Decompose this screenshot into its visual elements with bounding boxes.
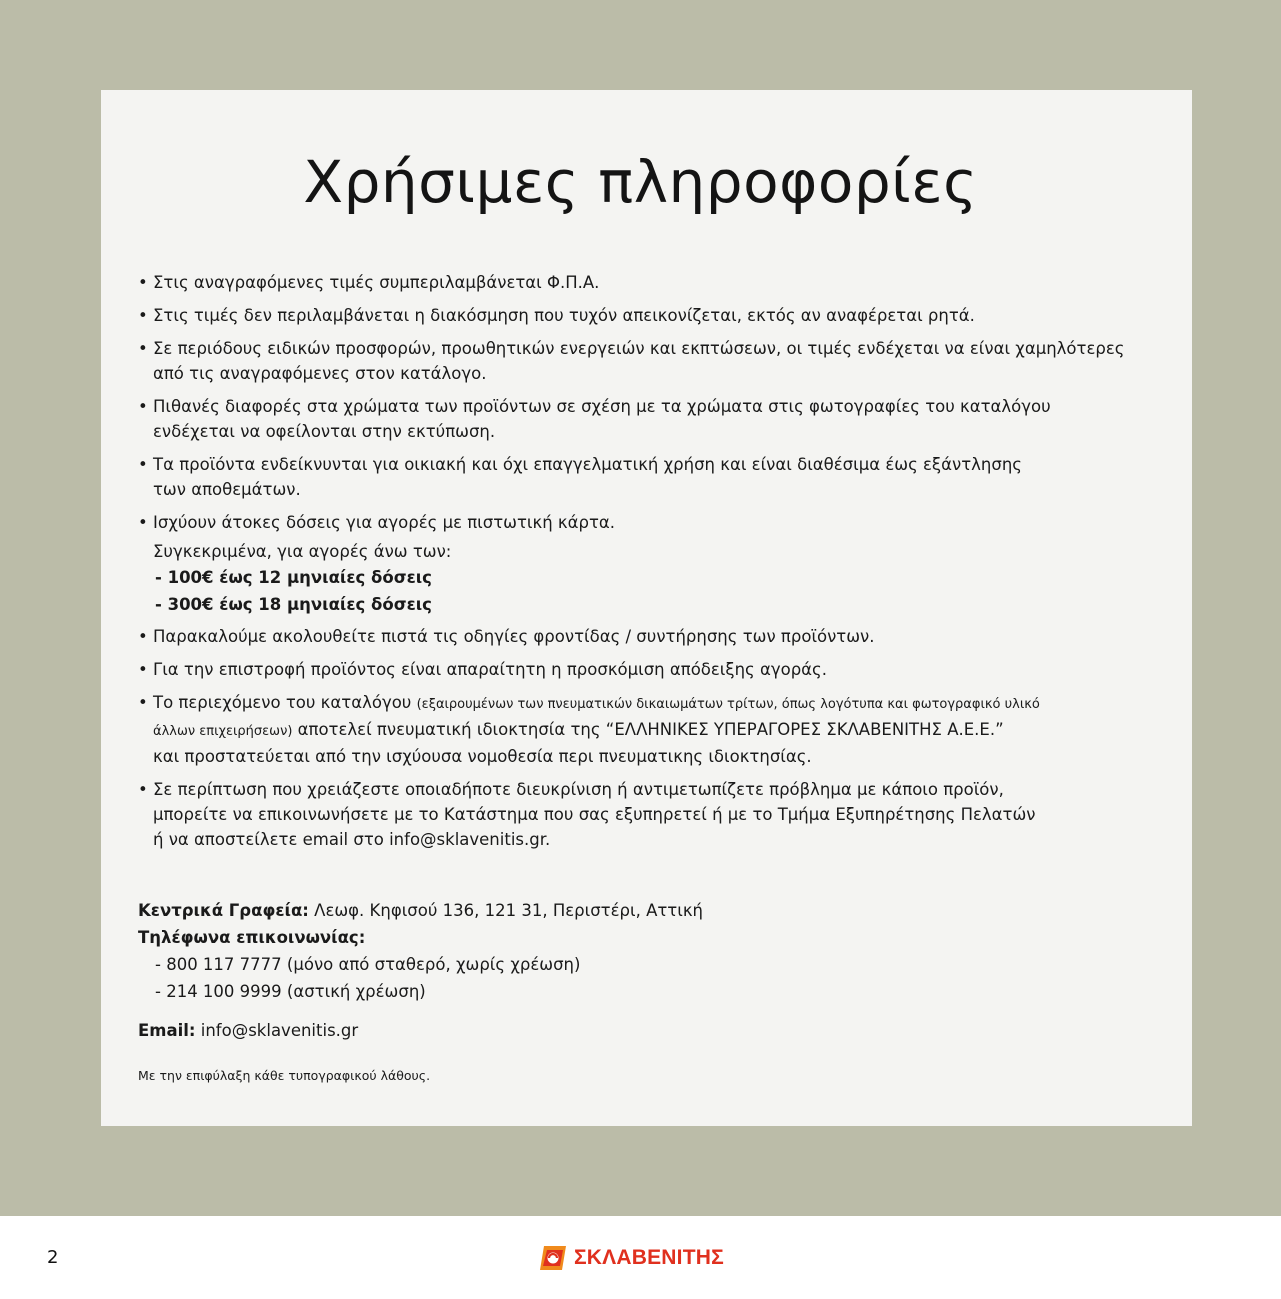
list-item-ip: • Το περιεχόμενο του καταλόγου (εξαιρουμένων των πνευματικών δικαιωμάτων τρίτων, όπως λογότυπα και φωτογραφικό υλικό άλλων επιχειρήσεων) αποτελεί πνευματική ιδιοκτησία της “ΕΛΛΗΝΙΚΕΣ ΥΠΕΡΑΓΟΡΕΣ ΣΚΛΑΒΕΝΙΤΗΣ Α.Ε.Ε.” και προστατεύεται από την ισχύουσα νομοθεσία περι πνευματικης ιδιοκτησίας. [138,690,1138,769]
brand-logo [538,1243,724,1273]
info-list [138,270,1138,860]
sklavenitis-logo-icon [538,1244,568,1272]
list-item: • Σε περιόδους ειδικών προσφορών, προωθητικών ενεργειών και εκπτώσεων, οι τιμές ενδέχεται να είναι χαμηλότερες από τις αναγραφόμενες στον κατάλογο. [138,336,1138,386]
list-item: • Στις τιμές δεν περιλαμβάνεται η διακόσμηση που τυχόν απεικονίζεται, εκτός αν αναφέρεται ρητά. [138,303,1138,328]
phones-label: Τηλέφωνα επικοινωνίας: [138,928,366,947]
phone-item: - 800 117 7777 (μόνο από σταθερό, χωρίς χρέωση) [155,955,581,974]
list-item-contact: • Σε περίπτωση που χρειάζεστε οποιαδήποτε διευκρίνιση ή αντιμετωπίζετε πρόβλημα με κάποιο προϊόν, μπορείτε να επικοινωνήσετε με το Κατάστημα που σας εξυπηρετεί ή με το Τμήμα Εξυπηρέτησης Πελατών ή να αποστείλετε email στο info@sklavenitis.gr. [138,777,1138,852]
contact-info [138,897,1038,1089]
brand-name: ΣΚΛΑΒΕΝΙΤΗΣ [574,1246,724,1269]
page-title: Χρήσιμες πληροφορίες [303,148,978,216]
email-link[interactable]: info@sklavenitis.gr [195,1021,359,1040]
email-row: Email: info@sklavenitis.gr [138,1021,359,1040]
list-item: • Τα προϊόντα ενδείκνυνται για οικιακή και όχι επαγγελματική χρήση και είναι διαθέσιμα έως εξάντλησης των αποθεμάτων. [138,452,1138,502]
page-number: 2 [47,1247,59,1268]
list-item: • Παρακαλούμε ακολουθείτε πιστά τις οδηγίες φροντίδας / συντήρησης των προϊόντων. [138,624,1138,649]
phone-item: - 214 100 9999 (αστική χρέωση) [155,982,426,1001]
installment-item: - 100€ έως 12 μηνιαίες δόσεις [155,568,432,587]
list-item: • Πιθανές διαφορές στα χρώματα των προϊόντων σε σχέση με τα χρώματα στις φωτογραφίες του καταλόγου ενδέχεται να οφείλονται στην εκτύπωση. [138,394,1138,444]
hq-address: Κεντρικά Γραφεία: Λεωφ. Κηφισού 136, 121 31, Περιστέρι, Αττική [138,901,704,920]
disclaimer: Με την επιφύλαξη κάθε τυπογραφικού λάθους. [138,1068,431,1083]
installments-intro: Συγκεκριμένα, για αγορές άνω των: [153,542,452,561]
list-item: • Για την επιστροφή προϊόντος είναι απαραίτητη η προσκόμιση απόδειξης αγοράς. [138,657,1138,682]
installment-item: - 300€ έως 18 μηνιαίες δόσεις [155,595,432,614]
list-item: • Στις αναγραφόμενες τιμές συμπεριλαμβάνεται Φ.Π.Α. [138,270,1138,295]
list-item: • Ισχύουν άτοκες δόσεις για αγορές με πιστωτική κάρτα. [138,510,1138,535]
